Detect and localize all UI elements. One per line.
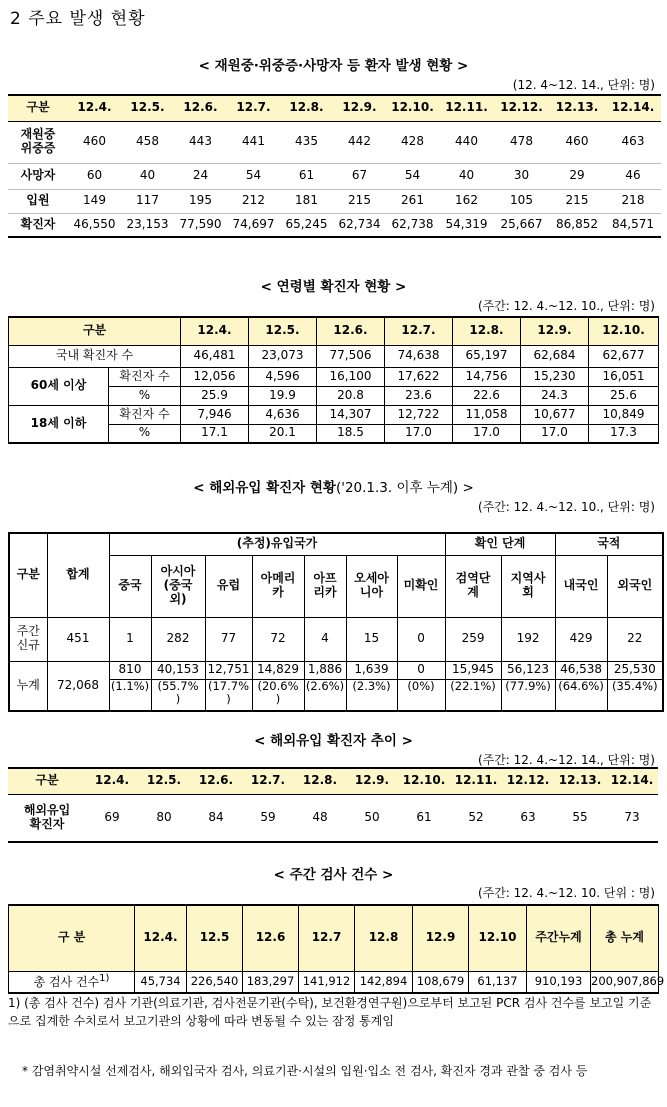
table-row — [9, 405, 659, 424]
value-cell: 62,677 — [589, 345, 659, 367]
value-cell: 23,153 — [126, 216, 169, 231]
header-cell: 12.8 — [355, 905, 413, 971]
header-row — [8, 95, 661, 121]
table-row — [8, 213, 661, 237]
value-cell: 62,734 — [338, 216, 381, 231]
overseas-trend-table — [8, 767, 658, 843]
table3-caption-bold: < 해외유입 확진자 현황 — [193, 480, 336, 496]
sub-header-cell: 아메리 카 — [252, 555, 304, 617]
value-cell: 45,734 — [135, 971, 187, 993]
header-row — [9, 317, 659, 345]
value-cell: 20.8 — [317, 386, 385, 405]
value-cell: 16,100 — [317, 367, 385, 386]
value-cell: 17,622 — [385, 367, 453, 386]
header-cell: 12.10. — [589, 317, 659, 345]
header-cell: 12.11. — [439, 95, 494, 121]
sub-header-cell: 외국인 — [607, 555, 663, 617]
value-cell: 46,550 — [73, 216, 116, 231]
header-cell: 12.4. — [181, 317, 249, 345]
header-cell: 12.6. — [190, 768, 242, 794]
value-cell: 1,639 — [346, 661, 397, 679]
value-cell: (55.7% ) — [151, 679, 205, 711]
value-cell: (2.6%) — [304, 679, 346, 711]
header-cell: 12.4. — [68, 95, 121, 121]
value-cell: 56,123 — [501, 661, 555, 679]
table4-caption: < 해외유입 확진자 추이 > — [254, 733, 413, 749]
value-cell: 46 — [605, 163, 661, 189]
value-cell: 77 — [205, 617, 252, 661]
value-cell: 215 — [549, 189, 605, 213]
value-cell: 23.6 — [385, 386, 453, 405]
footnote-2: * 감염취약시설 선제검사, 해외입국자 검사, 의료기관·시설의 입원·입소 전 검사, 확진자 경과 관찰 중 검사 등 — [22, 1064, 588, 1078]
header-cell: 12.4. — [135, 905, 187, 971]
row-label: 사망자 — [8, 163, 68, 189]
value-cell: 478 — [494, 121, 549, 163]
header-cell: 12.13. — [549, 95, 605, 121]
header-cell: 12.8. — [280, 95, 333, 121]
value-cell: 69 — [86, 794, 138, 842]
value-cell: (2.3%) — [346, 679, 397, 711]
value-cell: 17.0 — [521, 424, 589, 443]
value-cell: 181 — [280, 189, 333, 213]
table-row — [9, 971, 659, 993]
value-cell: 59 — [242, 794, 294, 842]
value-cell: 192 — [501, 617, 555, 661]
value-cell: 22.6 — [453, 386, 521, 405]
row-label: 확진자 — [20, 216, 56, 231]
table3-caption — [0, 476, 667, 496]
table5-caption: < 주간 검사 건수 > — [273, 867, 394, 883]
header-row — [9, 533, 663, 555]
header-cell: 12.6 — [243, 905, 299, 971]
header-cell: 총 누계 — [591, 905, 659, 971]
table3-caption-normal: ('20.1.3. 이후 누계) > — [335, 480, 474, 496]
header-cell: 구분 — [9, 317, 181, 345]
value-cell: 84,571 — [612, 216, 654, 231]
header-cell: 12.5. — [138, 768, 190, 794]
header-cell: 12.10. — [386, 95, 439, 121]
value-cell: 40 — [439, 163, 494, 189]
value-cell: 12,722 — [385, 405, 453, 424]
sub-header-cell: 내국인 — [555, 555, 607, 617]
header-cell: 12.8. — [294, 768, 346, 794]
value-cell: 29 — [549, 163, 605, 189]
header-cell: 12.7. — [242, 768, 294, 794]
header-cell: 주간누계 — [527, 905, 591, 971]
value-cell: 17.1 — [181, 424, 249, 443]
sub-label: 확진자 수 — [109, 367, 181, 386]
value-cell: (77.9%) — [501, 679, 555, 711]
value-cell: 30 — [494, 163, 549, 189]
sub-header-cell: 유럽 — [205, 555, 252, 617]
value-cell: 19.9 — [249, 386, 317, 405]
value-cell: 117 — [121, 189, 174, 213]
sub-header-cell: 지역사 회 — [501, 555, 555, 617]
value-cell: 141,912 — [299, 971, 355, 993]
value-cell: 259 — [445, 617, 501, 661]
value-cell: 17.0 — [385, 424, 453, 443]
value-cell: 74,697 — [232, 216, 275, 231]
header-cell: 12.12. — [502, 768, 554, 794]
header-cell: (추정)유입국가 — [109, 533, 445, 555]
table-row — [8, 794, 658, 842]
value-cell: 72,068 — [47, 661, 109, 711]
value-cell: 1,886 — [304, 661, 346, 679]
header-cell: 12.10. — [398, 768, 450, 794]
value-cell: 48 — [294, 794, 346, 842]
sub-label: 확진자 수 — [109, 405, 181, 424]
header-cell: 12.5. — [249, 317, 317, 345]
sub-header-cell: 오세아 니아 — [346, 555, 397, 617]
value-cell: 40 — [121, 163, 174, 189]
value-cell: 442 — [333, 121, 386, 163]
value-cell: 149 — [68, 189, 121, 213]
value-cell: 46,538 — [555, 661, 607, 679]
value-cell: 212 — [227, 189, 280, 213]
value-cell: 10,849 — [589, 405, 659, 424]
value-cell: 40,153 — [151, 661, 205, 679]
value-cell: 50 — [346, 794, 398, 842]
value-cell: 261 — [386, 189, 439, 213]
header-cell: 12.6. — [317, 317, 385, 345]
value-cell: (22.1%) — [445, 679, 501, 711]
value-cell: 105 — [494, 189, 549, 213]
value-cell: 15,945 — [445, 661, 501, 679]
value-cell: 62,738 — [391, 216, 434, 231]
header-cell: 12.5. — [121, 95, 174, 121]
value-cell: 14,829 — [252, 661, 304, 679]
value-cell: 4,596 — [249, 367, 317, 386]
value-cell: 441 — [227, 121, 280, 163]
value-cell: (64.6%) — [555, 679, 607, 711]
header-cell: 12.9 — [413, 905, 469, 971]
value-cell: 67 — [333, 163, 386, 189]
table3-unit: (주간: 12. 4.~12. 10., 단위: 명) — [477, 500, 655, 514]
value-cell: 226,540 — [187, 971, 243, 993]
table2-caption: < 연령별 확진자 현황 > — [260, 279, 407, 295]
value-cell: 18.5 — [317, 424, 385, 443]
value-cell: 25,667 — [500, 216, 543, 231]
header-cell: 구분 — [8, 95, 68, 121]
header-cell: 12.9. — [521, 317, 589, 345]
value-cell: 282 — [151, 617, 205, 661]
header-cell: 12.7. — [385, 317, 453, 345]
value-cell: 25.9 — [181, 386, 249, 405]
value-cell: 17.3 — [589, 424, 659, 443]
value-cell: 451 — [47, 617, 109, 661]
header-row — [9, 905, 659, 971]
value-cell: 4 — [304, 617, 346, 661]
value-cell: 463 — [605, 121, 661, 163]
sub-label: % — [109, 424, 181, 443]
value-cell: 54,319 — [445, 216, 488, 231]
row-label: 총 검사 건수$^{1)}$ — [9, 971, 135, 993]
value-cell: 7,946 — [181, 405, 249, 424]
value-cell: 15,230 — [521, 367, 589, 386]
footnote-marker: 1) — [99, 973, 110, 985]
value-cell: 61 — [280, 163, 333, 189]
sub-header-cell: 미확인 — [397, 555, 445, 617]
value-cell: 77,590 — [179, 216, 222, 231]
value-cell: 20.1 — [249, 424, 317, 443]
sub-header-cell: 중국 — [109, 555, 151, 617]
value-cell: 460 — [68, 121, 121, 163]
value-cell: 458 — [121, 121, 174, 163]
value-cell: 215 — [333, 189, 386, 213]
table-row — [8, 189, 661, 213]
value-cell: 24 — [174, 163, 227, 189]
table-row — [9, 661, 663, 679]
value-cell: 142,894 — [355, 971, 413, 993]
value-cell: (35.4%) — [607, 679, 663, 711]
header-cell: 12.6. — [174, 95, 227, 121]
value-cell: 16,051 — [589, 367, 659, 386]
value-cell: 14,307 — [317, 405, 385, 424]
value-cell: 162 — [439, 189, 494, 213]
value-cell: 52 — [450, 794, 502, 842]
row-label: 주간 신규 — [9, 617, 47, 661]
group-label: 18세 이하 — [9, 405, 109, 443]
table-row — [8, 121, 661, 163]
value-cell: (1.1%) — [109, 679, 151, 711]
value-cell: 200,907,869 — [591, 971, 659, 993]
table-row — [9, 617, 663, 661]
sub-header-cell: 아프 리카 — [304, 555, 346, 617]
table5-unit: (주간: 12. 4.~12. 10. 단위 : 명) — [477, 886, 655, 900]
value-cell: 60 — [68, 163, 121, 189]
table-row — [9, 345, 659, 367]
row-label: 입원 — [8, 189, 68, 213]
header-cell: 12.10 — [469, 905, 527, 971]
header-cell: 12.9. — [333, 95, 386, 121]
value-cell: 429 — [555, 617, 607, 661]
table-row — [8, 163, 661, 189]
value-cell: 428 — [386, 121, 439, 163]
value-cell: (17.7% ) — [205, 679, 252, 711]
value-cell: 12,056 — [181, 367, 249, 386]
value-cell: 25.6 — [589, 386, 659, 405]
value-cell: 61 — [398, 794, 450, 842]
footnote-1: 1) (총 검사 건수) 검사 기관(의료기관, 검사전문기관(수탁), 보건환경연구원)으로부터 보고된 PCR 검사 건수를 보고일 기준으로 집계한 수치로서 보고기관의 상황에 따라 변동될 수 있는 잠정 통계임 — [8, 996, 652, 1028]
value-cell: 65,245 — [285, 216, 328, 231]
value-cell: 108,679 — [413, 971, 469, 993]
header-cell: 12.8. — [453, 317, 521, 345]
header-cell: 12.4. — [86, 768, 138, 794]
header-cell: 합계 — [47, 533, 109, 617]
value-cell: 65,197 — [453, 345, 521, 367]
value-cell: 11,058 — [453, 405, 521, 424]
weekly-test-table — [8, 904, 665, 994]
sub-label: % — [109, 386, 181, 405]
value-cell: 460 — [549, 121, 605, 163]
group-label: 60세 이상 — [9, 367, 109, 405]
value-cell: (0%) — [397, 679, 445, 711]
header-cell: 12.11. — [450, 768, 502, 794]
value-cell: (20.6% ) — [252, 679, 304, 711]
value-cell: 10,677 — [521, 405, 589, 424]
value-cell: 440 — [439, 121, 494, 163]
value-cell: 810 — [109, 661, 151, 679]
header-cell: 12.13. — [554, 768, 606, 794]
section-title: 2 주요 발생 현황 — [10, 9, 146, 29]
value-cell: 4,636 — [249, 405, 317, 424]
header-cell: 12.7. — [227, 95, 280, 121]
table-row — [9, 367, 659, 386]
header-row — [8, 768, 658, 794]
row-label: 재원중 위중증 — [8, 121, 68, 163]
header-cell: 12.5 — [187, 905, 243, 971]
value-cell: 443 — [174, 121, 227, 163]
header-cell: 12.9. — [346, 768, 398, 794]
value-cell: 77,506 — [317, 345, 385, 367]
header-cell: 12.14. — [605, 95, 661, 121]
value-cell: 23,073 — [249, 345, 317, 367]
value-cell: 1 — [109, 617, 151, 661]
value-cell: 17.0 — [453, 424, 521, 443]
table1-unit: (12. 4~12. 14., 단위: 명) — [512, 78, 655, 92]
sub-header-cell: 아시아 (중국 외) — [151, 555, 205, 617]
value-cell: 54 — [227, 163, 280, 189]
header-cell: 구 분 — [9, 905, 135, 971]
value-cell: 84 — [190, 794, 242, 842]
value-cell: 435 — [280, 121, 333, 163]
header-cell: 국적 — [555, 533, 663, 555]
value-cell: 72 — [252, 617, 304, 661]
header-cell: 구분 — [9, 533, 47, 617]
value-cell: 15 — [346, 617, 397, 661]
value-cell: 14,756 — [453, 367, 521, 386]
value-cell: 0 — [397, 661, 445, 679]
header-cell: 12.14. — [606, 768, 658, 794]
value-cell: 910,193 — [527, 971, 591, 993]
header-cell: 12.12. — [494, 95, 549, 121]
value-cell: 61,137 — [469, 971, 527, 993]
value-cell: 0 — [397, 617, 445, 661]
value-cell: 183,297 — [243, 971, 299, 993]
header-cell: 확인 단계 — [445, 533, 555, 555]
row-label: 국내 확진자 수 — [9, 345, 181, 367]
table4-unit: (주간: 12. 4.~12. 14., 단위: 명) — [477, 753, 655, 767]
row-label: 누계 — [9, 661, 47, 711]
table1-caption: < 재원중·위중증·사망자 등 환자 발생 현황 > — [198, 58, 469, 74]
value-cell: 195 — [174, 189, 227, 213]
value-cell: 55 — [554, 794, 606, 842]
row-label: 해외유입 확진자 — [8, 794, 86, 842]
value-cell: 74,638 — [385, 345, 453, 367]
value-cell: 24.3 — [521, 386, 589, 405]
value-cell: 73 — [606, 794, 658, 842]
value-cell: 62,684 — [521, 345, 589, 367]
header-cell: 구분 — [8, 768, 86, 794]
value-cell: 54 — [386, 163, 439, 189]
value-cell: 63 — [502, 794, 554, 842]
table2-unit: (주간: 12. 4.~12. 10., 단위: 명) — [477, 299, 655, 313]
value-cell: 25,530 — [607, 661, 663, 679]
value-cell: 22 — [607, 617, 663, 661]
header-cell: 12.7 — [299, 905, 355, 971]
value-cell: 46,481 — [181, 345, 249, 367]
value-cell: 86,852 — [556, 216, 598, 231]
age-confirmed-table — [8, 316, 659, 444]
value-cell: 218 — [605, 189, 661, 213]
patient-status-table — [8, 94, 661, 238]
value-cell: 12,751 — [205, 661, 252, 679]
value-cell: 80 — [138, 794, 190, 842]
overseas-inflow-table — [8, 532, 664, 712]
sub-header-cell: 검역단 계 — [445, 555, 501, 617]
